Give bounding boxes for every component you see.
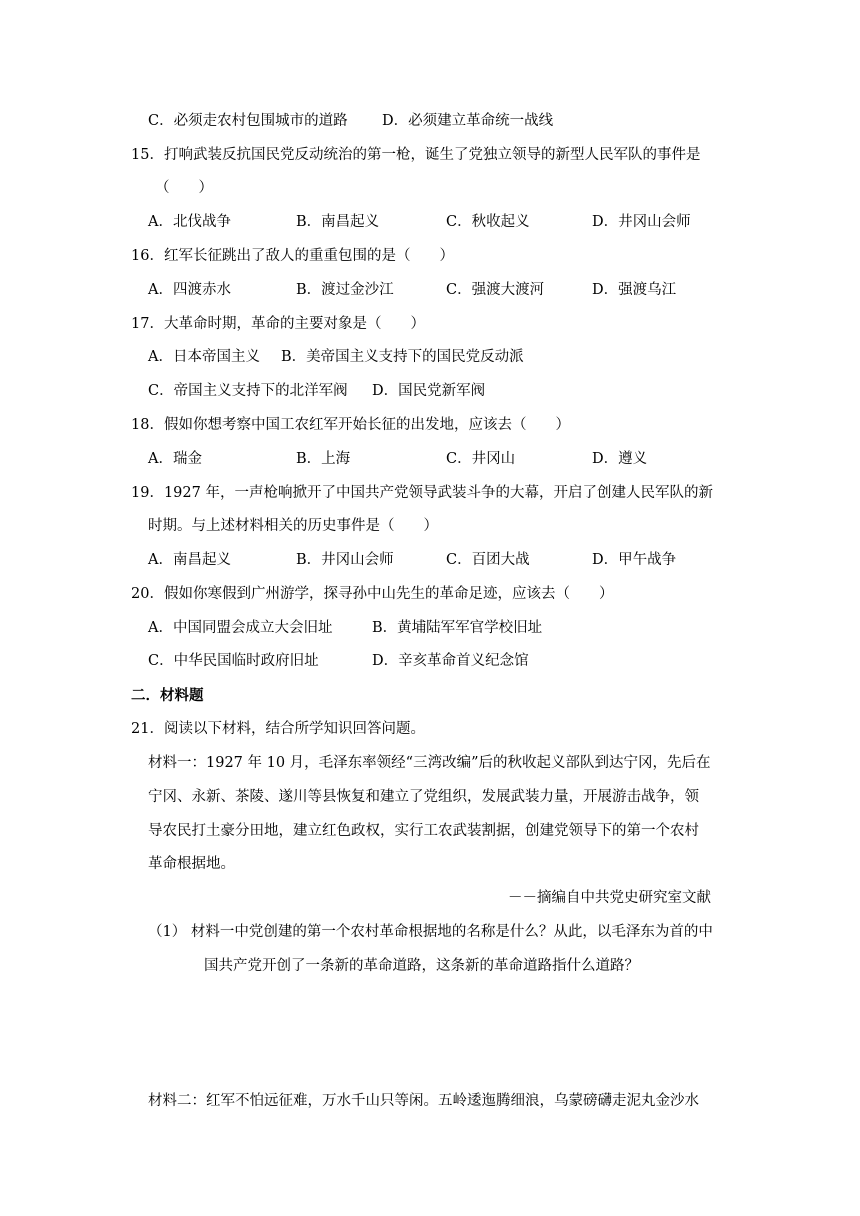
q19-option-a: A．南昌起义 xyxy=(148,552,231,568)
q16-option-b: B．渡过金沙江 xyxy=(296,282,394,298)
q21-stem: 21．阅读以下材料，结合所学知识回答问题。 xyxy=(131,721,425,737)
q15-option-a: A．北伐战争 xyxy=(148,214,231,230)
q18-option-d: D．遵义 xyxy=(592,451,648,467)
q20-option-b: B．黄埔陆军军官学校旧址 xyxy=(372,620,543,636)
q21-material2: 材料二：红军不怕远征难，万水千山只等闲。五岭逶迤腾细浪，乌蒙磅礴走泥丸金沙水 xyxy=(148,1093,699,1109)
q21-material1-line1: 材料一：1927 年 10 月，毛泽东率领经“三湾改编”后的秋收起义部队到达宁冈，先后在 xyxy=(148,755,711,771)
q16-option-a: A．四渡赤水 xyxy=(148,282,231,298)
q17-option-d: D．国民党新军阀 xyxy=(372,383,486,399)
q16-option-c: C．强渡大渡河 xyxy=(446,282,545,298)
q19-option-d: D．甲午战争 xyxy=(592,552,677,568)
q21-material1-line3: 导农民打土豪分田地，建立红色政权，实行工农武装割据，创建党领导下的第一个农村 xyxy=(148,823,699,839)
q21-material1-line4: 革命根据地。 xyxy=(148,856,235,872)
q17-stem: 17．大革命时期，革命的主要对象是（ ） xyxy=(131,316,425,332)
q15-stem-blank: （ ） xyxy=(155,180,213,196)
q20-option-a: A．中国同盟会成立大会旧址 xyxy=(148,620,333,636)
q17-option-c: C．帝国主义支持下的北洋军阀 xyxy=(148,383,348,399)
q19-option-c: C．百团大战 xyxy=(446,552,530,568)
q14-option-d: D．必须建立革命统一战线 xyxy=(382,113,554,129)
q21-source: －－摘编自中共党史研究室文献 xyxy=(508,890,711,906)
q18-stem: 18．假如你想考察中国工农红军开始长征的出发地，应该去（ ） xyxy=(131,417,570,433)
q20-stem: 20．假如你寒假到广州游学，探寻孙中山先生的革命足迹，应该去（ ） xyxy=(131,586,614,602)
q15-stem: 15．打响武装反抗国民党反动统治的第一枪，诞生了党独立领导的新型人民军队的事件是 xyxy=(131,147,701,163)
q19-option-b: B．井冈山会师 xyxy=(296,552,394,568)
q18-option-c: C．井冈山 xyxy=(446,451,516,467)
q19-stem: 19．1927 年，一声枪响掀开了中国共产党领导武装斗争的大幕，开启了创建人民军队的新 xyxy=(131,485,713,501)
q14-option-c: C．必须走农村包围城市的道路 xyxy=(148,113,348,129)
q16-stem: 16．红军长征跳出了敌人的重重包围的是（ ） xyxy=(131,248,454,264)
q16-option-d: D．强渡乌江 xyxy=(592,282,677,298)
q17-option-a: A．日本帝国主义 xyxy=(148,349,260,365)
q17-option-b: B．美帝国主义支持下的国民党反动派 xyxy=(281,349,524,365)
q15-option-b: B．南昌起义 xyxy=(296,214,380,230)
q21-material1-line2: 宁冈、永新、茶陵、遂川等县恢复和建立了党组织，发展武装力量，开展游击战争，领 xyxy=(148,789,699,805)
q19-stem-line2: 时期。与上述材料相关的历史事件是（ ） xyxy=(148,518,438,534)
q20-option-c: C．中华民国临时政府旧址 xyxy=(148,653,319,669)
q15-option-c: C．秋收起义 xyxy=(446,214,530,230)
q21-sub1-line2: 国共产党开创了一条新的革命道路，这条新的革命道路指什么道路？ xyxy=(204,958,639,974)
q15-option-d: D．井冈山会师 xyxy=(592,214,691,230)
q18-option-a: A．瑞金 xyxy=(148,451,202,467)
q21-sub1-line1: （1） 材料一中党创建的第一个农村革命根据地的名称是什么？从此，以毛泽东为首的中 xyxy=(148,924,713,940)
section-title: 二．材料题 xyxy=(131,687,204,704)
q18-option-b: B．上海 xyxy=(296,451,351,467)
q20-option-d: D．辛亥革命首义纪念馆 xyxy=(372,653,529,669)
